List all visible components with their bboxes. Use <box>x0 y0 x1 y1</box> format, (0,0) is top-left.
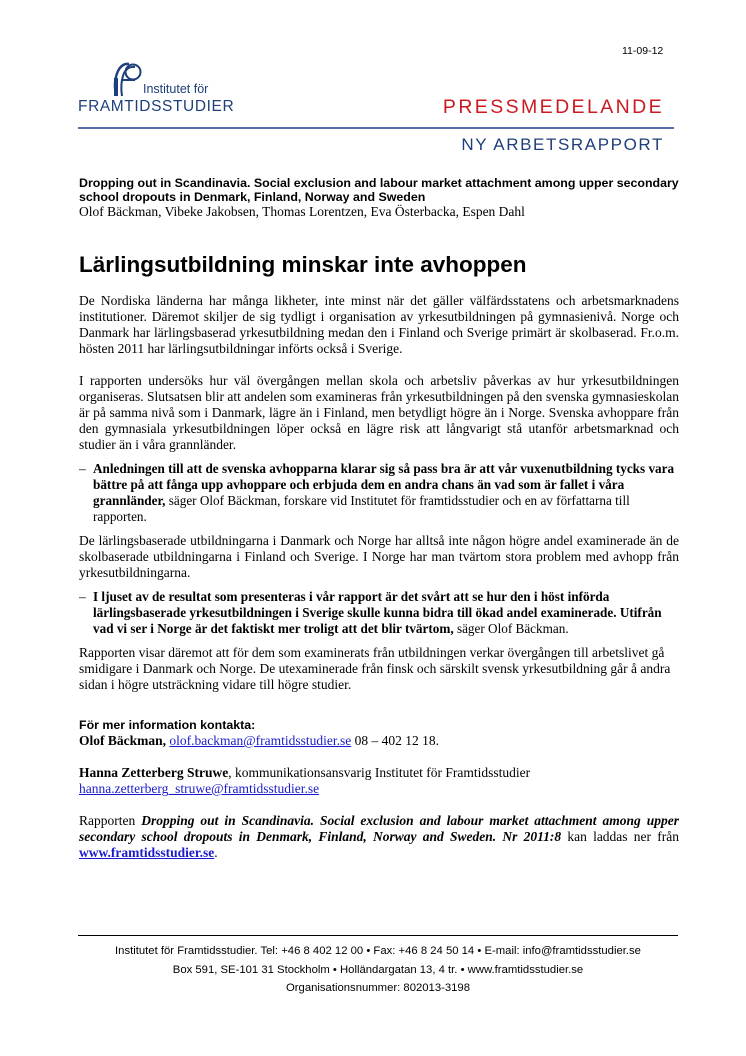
contact-1-name: Olof Bäckman, <box>79 733 167 748</box>
report-authors: Olof Bäckman, Vibeke Jakobsen, Thomas Lorentzen, Eva Österbacka, Espen Dahl <box>79 204 525 219</box>
paragraph: De Nordiska länderna har många likheter, inte minst när det gäller välfärdsstatens och arbetsmarknadens institutioner. Däremot skiljer de sig tydligt i organisation av yrkesutbildningen på gymnasienivå. Norge och Danmark har lärlingsbaserad yrkesutbildning medan den i Finland och Sverige primärt är skolbaserad. Fr.o.m. hösten 2011 har lärlingsutbildningar införts också i Sverige. <box>79 293 679 356</box>
quote-dash: – <box>79 589 86 604</box>
main-content <box>79 176 679 861</box>
closing-suffix: . <box>214 845 218 860</box>
logo-mark-icon <box>109 58 145 98</box>
quote-bold-text: Anledningen till att de svenska avhopparna klarar sig så pass bra är att vår vuxenutbildning tycks vara bättre på att fånga upp avhoppare och erbjuda dem en andra chans än vad som är fallet i våra grannländer, <box>93 461 675 508</box>
release-date: 11-09-12 <box>622 45 664 57</box>
headline: Lärlingsutbildning minskar inte avhoppen <box>79 252 527 277</box>
pressmeddelande-label: PRESSMEDELANDE <box>442 96 664 118</box>
footer-line-2: Box 591, SE-101 31 Stockholm • Holländargatan 13, 4 tr. • www.framtidsstudier.se <box>172 963 584 976</box>
website-link[interactable] <box>79 845 214 860</box>
quote-bold-text: I ljuset av de resultat som presenteras i vår rapport är det svårt att se hur den i höst införda lärlingsbaserade yrkesutbildningen i Sverige skulle kunna bidra till ökad andel examinerade. Utifrån vad vi ser i Norge är det faktiskt mer troligt att det blir tvärtom, <box>93 589 662 636</box>
contact-2-role: , kommunikationsansvarig Institutet för Framtidsstudier <box>228 765 531 780</box>
quote-block <box>79 589 679 637</box>
closing-report-title: Dropping out in Scandinavia. Social exclusion and labour market attachment among upper secondary school dropouts in Denmark, Finland, Norway and Sweden. Nr 2011:8 <box>79 813 679 844</box>
quote-text <box>93 461 679 525</box>
report-title: Dropping out in Scandinavia. Social exclusion and labour market attachment among upper secondary school dropouts in Denmark, Finland, Norway and Sweden <box>79 176 679 204</box>
paragraph: De lärlingsbaserade utbildningarna i Danmark och Norge har alltså inte någon högre andel examinerade än de skolbaserade utbildningarna i Finland och Sverige. I Norge har man tvärtom stora problem med avhopp från yrkesutbildningarna. <box>79 533 679 580</box>
logo-text-line1: Institutet för <box>143 82 209 96</box>
quote-dash: – <box>79 461 86 476</box>
closing-prefix: Rapporten <box>79 813 142 828</box>
contact-2-name: Hanna Zetterberg Struwe <box>79 765 229 780</box>
footer-line-3: Organisationsnummer: 802013-3198 <box>286 982 470 994</box>
footer-line-1: Institutet för Framtidsstudier. Tel: +46 8 402 12 00 • Fax: +46 8 24 50 14 • E-mail: info@framtidsstudier.se <box>115 945 641 957</box>
closing-paragraph <box>79 813 679 861</box>
contact-1-email-link[interactable]: olof.backman@framtidsstudier.se <box>169 733 352 748</box>
contact-1-phone: 08 – 402 12 18. <box>351 733 440 748</box>
contact-heading: För mer information kontakta: <box>79 718 256 732</box>
contact-person-2 <box>79 765 679 781</box>
logo-text-line2: FRAMTIDSSTUDIER <box>78 98 235 115</box>
footer-divider <box>78 935 678 936</box>
institute-logo <box>78 58 278 122</box>
ny-arbetsrapport-label: NY ARBETSRAPPORT <box>461 135 664 154</box>
contact-person-1 <box>79 733 679 749</box>
closing-middle: kan laddas ner från <box>561 829 680 844</box>
footer <box>78 935 678 998</box>
contact-person-2-email <box>79 781 679 797</box>
quote-attribution: säger Olof Bäckman. <box>453 621 569 636</box>
quote-attribution: säger Olof Bäckman, forskare vid Institutet för framtidsstudier och en av författarna till rapporten. <box>93 493 630 524</box>
quote-block <box>79 461 679 525</box>
header-divider <box>78 127 674 129</box>
paragraph: Rapporten visar däremot att för dem som examinerats från utbildningen verkar övergången till arbetslivet gå smidigare i Danmark och Norge. De utexaminerade från finsk och särskilt svensk yrkesutbildning går å andra sidan i högre utsträckning vidare till högre studier. <box>79 645 671 692</box>
quote-text <box>93 589 679 637</box>
paragraph: I rapporten undersöks hur väl övergången mellan skola och arbetsliv påverkas av hur yrkesutbildningen organiseras. Slutsatsen blir att andelen som examineras från yrkesutbildningen på den svenska gymnasieskolan är på samma nivå som i Danmark, lägre än i Finland, men betydligt högre än i Norge. Svenska avhoppare från den gymnasiala yrkesutbildningen löper också en lägre risk att långvarigt stå utanför arbetsmarknad och studier än i våra grannländer. <box>79 373 679 452</box>
website-link-text: www.framtidsstudier.se <box>79 845 215 860</box>
contact-2-email-link[interactable]: hanna.zetterberg_struwe@framtidsstudier.se <box>79 781 320 796</box>
